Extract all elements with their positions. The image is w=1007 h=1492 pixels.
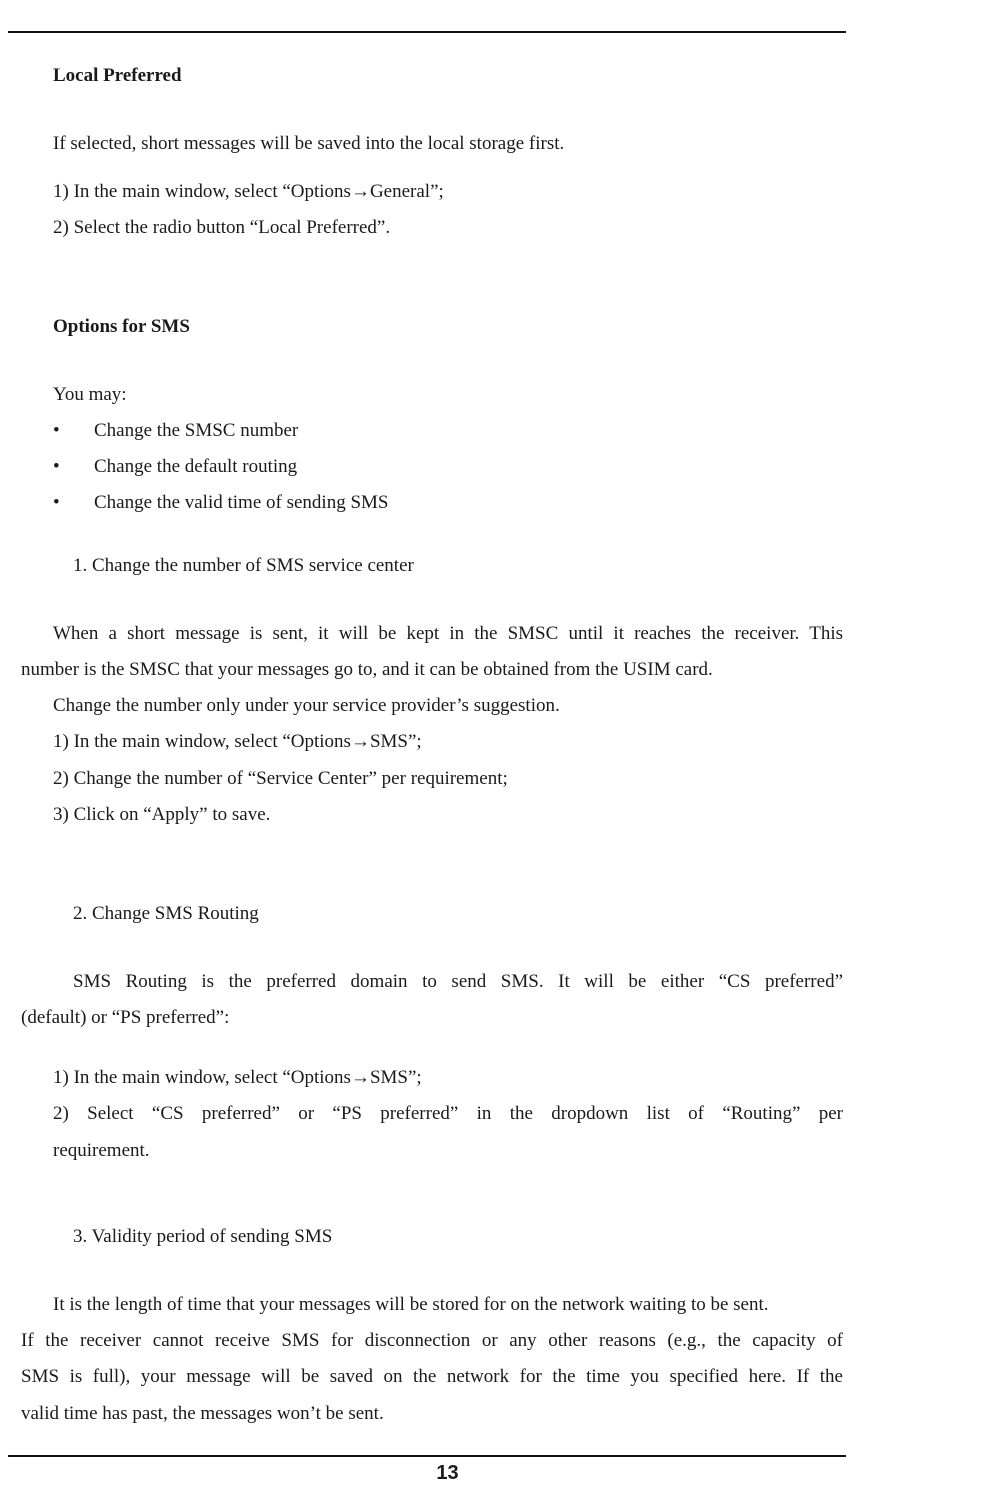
page-number: 13: [436, 1462, 459, 1484]
smsc-paragraph-line-2: number is the SMSC that your messages go to, and it can be obtained from the USIM card.: [21, 659, 713, 680]
smsc-step-3: 3) Click on “Apply” to save.: [53, 804, 271, 825]
bullet-item-smsc: Change the SMSC number: [94, 420, 299, 441]
smsc-step-2: 2) Change the number of “Service Center” per requirement;: [53, 768, 508, 789]
subheading-routing: 2. Change SMS Routing: [73, 903, 259, 924]
routing-step-2-line-1: 2) Select “CS preferred” or “PS preferred” in the dropdown list of “Routing” per: [53, 1103, 843, 1124]
header-rule: [8, 31, 846, 33]
smsc-note: Change the number only under your service provider’s suggestion.: [53, 695, 560, 716]
local-preferred-step-1: 1) In the main window, select “Options→General”;: [53, 181, 444, 202]
smsc-step-1: 1) In the main window, select “Options→SMS”;: [53, 731, 422, 752]
bullet-item-valid-time: Change the valid time of sending SMS: [94, 492, 389, 513]
local-preferred-intro: If selected, short messages will be saved into the local storage first.: [53, 133, 565, 154]
validity-line-1: It is the length of time that your messages will be stored for on the network waiting to be sent.: [53, 1294, 769, 1315]
validity-line-2: If the receiver cannot receive SMS for disconnection or any other reasons (e.g., the capacity of: [21, 1330, 843, 1351]
footer-rule: [8, 1455, 846, 1457]
bullet-item-routing: Change the default routing: [94, 456, 298, 477]
bullet-marker: •: [53, 456, 60, 477]
subheading-smsc: 1. Change the number of SMS service center: [73, 555, 414, 576]
routing-step-2-line-2: requirement.: [53, 1140, 150, 1161]
validity-line-3: SMS is full), your message will be saved on the network for the time you specified here. If the: [21, 1366, 843, 1387]
options-sms-intro: You may:: [53, 384, 127, 405]
validity-line-4: valid time has past, the messages won’t be sent.: [21, 1403, 384, 1424]
smsc-paragraph-line-1: When a short message is sent, it will be kept in the SMSC until it reaches the receiver. This: [53, 623, 843, 644]
local-preferred-step-2: 2) Select the radio button “Local Preferred”.: [53, 217, 391, 238]
heading-local-preferred: Local Preferred: [53, 65, 182, 86]
bullet-marker: •: [53, 420, 60, 441]
subheading-validity: 3. Validity period of sending SMS: [73, 1226, 333, 1247]
routing-paragraph-line-2: (default) or “PS preferred”:: [21, 1007, 230, 1028]
heading-options-sms: Options for SMS: [53, 316, 190, 337]
routing-step-1: 1) In the main window, select “Options→SMS”;: [53, 1067, 422, 1088]
bullet-marker: •: [53, 492, 60, 513]
routing-paragraph-line-1: SMS Routing is the preferred domain to send SMS. It will be either “CS preferred”: [73, 971, 843, 992]
